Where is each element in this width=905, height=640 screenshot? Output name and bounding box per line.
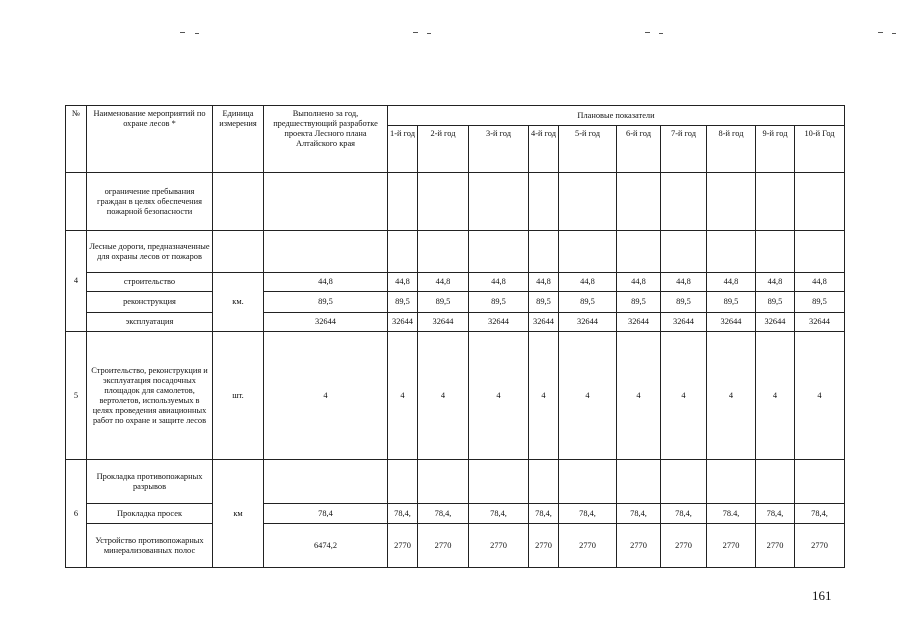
- row-name: ограничение пребывания граждан в целях обеспечения пожарной безопасности: [87, 173, 213, 231]
- row-year-value: 32644: [529, 313, 559, 332]
- row-unit: шт.: [213, 332, 264, 460]
- row-year-value: 4: [388, 332, 418, 460]
- row-done: 78,4: [264, 504, 388, 524]
- table-row: [66, 313, 845, 332]
- row-year-value: 89,5: [756, 292, 795, 313]
- row-year-value: 32644: [756, 313, 795, 332]
- header-done: Выполнено за год, предшествующий разработке проекта Лесного плана Алтайского края: [264, 106, 388, 173]
- header-year: 6-й год: [617, 126, 661, 173]
- row-name: строительство: [87, 273, 213, 292]
- row-unit: [213, 173, 264, 231]
- header-year: 4-й год: [529, 126, 559, 173]
- row-year-value: 44,8: [617, 273, 661, 292]
- row-done: 89,5: [264, 292, 388, 313]
- header-year: 7-й год: [661, 126, 707, 173]
- row-year-value: 44,8: [559, 273, 617, 292]
- row-year-value: 89,5: [559, 292, 617, 313]
- row-year-value: 2770: [529, 524, 559, 568]
- row-year-value: 2770: [617, 524, 661, 568]
- row-num: 6: [66, 460, 87, 568]
- header-name: Наименование мероприятий по охране лесов *: [87, 106, 213, 173]
- row-done: 6474,2: [264, 524, 388, 568]
- row-year-value: 32644: [418, 313, 469, 332]
- scan-speck: [645, 32, 650, 33]
- header-planned: Плановые показатели: [388, 106, 845, 126]
- table-row: [66, 332, 845, 460]
- row-year-value: 4: [707, 332, 756, 460]
- row-year-value: 44,8: [388, 273, 418, 292]
- table-row: [66, 460, 845, 504]
- row-year-value: 32644: [795, 313, 845, 332]
- scan-speck: [659, 33, 663, 34]
- row-year-value: 44,8: [756, 273, 795, 292]
- row-year-value: 32644: [388, 313, 418, 332]
- row-unit: км: [213, 460, 264, 568]
- row-year-value: 4: [795, 332, 845, 460]
- header-year: 10-й Год: [795, 126, 845, 173]
- scan-speck: [413, 32, 418, 33]
- row-done: [264, 173, 388, 231]
- row-year-value: 32644: [617, 313, 661, 332]
- row-name: Прокладка просек: [87, 504, 213, 524]
- row-year-value: 78,4,: [795, 504, 845, 524]
- row-done: 4: [264, 332, 388, 460]
- scan-speck: [180, 32, 185, 33]
- row-year-value: 4: [529, 332, 559, 460]
- row-name: реконструкция: [87, 292, 213, 313]
- row-year-value: 78,4,: [661, 504, 707, 524]
- row-year-value: 4: [661, 332, 707, 460]
- header-num: №: [66, 106, 87, 173]
- row-year-value: 2770: [559, 524, 617, 568]
- row-year-value: 89,5: [707, 292, 756, 313]
- row-year-value: 89,5: [661, 292, 707, 313]
- row-year-value: 32644: [661, 313, 707, 332]
- header-year: 9-й год: [756, 126, 795, 173]
- row-name: Строительство, реконструкция и эксплуатация посадочных площадок для самолетов, вертолетов, используемых в целях проведения авиационных работ по охране и защите лесов: [87, 332, 213, 460]
- row-year-value: 89,5: [617, 292, 661, 313]
- row-year-value: 2770: [707, 524, 756, 568]
- scan-speck: [892, 33, 896, 34]
- row-year-value: 89,5: [388, 292, 418, 313]
- row-year-value: 4: [559, 332, 617, 460]
- row-year-value: 78,4,: [469, 504, 529, 524]
- row-num: 4: [66, 231, 87, 332]
- table-row: [66, 173, 845, 231]
- row-unit: [213, 231, 264, 273]
- row-year-value: 78,4,: [529, 504, 559, 524]
- row-year-value: 2770: [661, 524, 707, 568]
- row-year-value: 44,8: [418, 273, 469, 292]
- table-row: [66, 524, 845, 568]
- row-year-value: 4: [418, 332, 469, 460]
- row-year-value: 44,8: [661, 273, 707, 292]
- row-year-value: 89,5: [469, 292, 529, 313]
- header-year: 5-й год: [559, 126, 617, 173]
- row-year-value: 89,5: [529, 292, 559, 313]
- row-num: [66, 173, 87, 231]
- header-year: 1-й год: [388, 126, 418, 173]
- row-year-value: 78,4,: [756, 504, 795, 524]
- row-year-value: 89,5: [418, 292, 469, 313]
- row-done: [264, 231, 388, 273]
- header-year: 3-й год: [469, 126, 529, 173]
- row-year-value: 78,4,: [617, 504, 661, 524]
- table-row: [66, 231, 845, 273]
- row-year-value: 2770: [469, 524, 529, 568]
- table-row: [66, 292, 845, 313]
- row-year-value: 89,5: [795, 292, 845, 313]
- row-name: Устройство противопожарных минерализованных полос: [87, 524, 213, 568]
- scan-speck: [195, 33, 199, 34]
- table-row: [66, 273, 845, 292]
- row-done: 44,8: [264, 273, 388, 292]
- table-row: [66, 504, 845, 524]
- row-year-value: 4: [469, 332, 529, 460]
- header-unit: Единица измерения: [213, 106, 264, 173]
- row-year-value: 78,4,: [388, 504, 418, 524]
- forest-protection-table: [65, 105, 845, 568]
- row-done: [264, 460, 388, 504]
- row-year-value: 4: [617, 332, 661, 460]
- header-row: [66, 106, 845, 126]
- page-number: 161: [812, 588, 832, 603]
- row-name: эксплуатация: [87, 313, 213, 332]
- row-year-value: 44,8: [707, 273, 756, 292]
- row-year-value: 78.4,: [707, 504, 756, 524]
- scan-speck: [427, 33, 431, 34]
- scan-speck: [878, 32, 883, 33]
- header-year: 2-й год: [418, 126, 469, 173]
- row-unit: км.: [213, 273, 264, 332]
- row-year-value: 2770: [388, 524, 418, 568]
- row-year-value: 44,8: [529, 273, 559, 292]
- row-year-value: 78,4,: [559, 504, 617, 524]
- row-year-value: 78,4,: [418, 504, 469, 524]
- row-num: 5: [66, 332, 87, 460]
- row-year-value: 4: [756, 332, 795, 460]
- row-year-value: 32644: [707, 313, 756, 332]
- row-done: 32644: [264, 313, 388, 332]
- header-year: 8-й год: [707, 126, 756, 173]
- row-year-value: 32644: [559, 313, 617, 332]
- row-year-value: 32644: [469, 313, 529, 332]
- row-year-value: 2770: [756, 524, 795, 568]
- row-year-value: 44,8: [469, 273, 529, 292]
- row-year-value: 44,8: [795, 273, 845, 292]
- row-name: Прокладка противопожарных разрывов: [87, 460, 213, 504]
- row-name: Лесные дороги, предназначенные для охраны лесов от пожаров: [87, 231, 213, 273]
- row-year-value: 2770: [795, 524, 845, 568]
- row-year-value: 2770: [418, 524, 469, 568]
